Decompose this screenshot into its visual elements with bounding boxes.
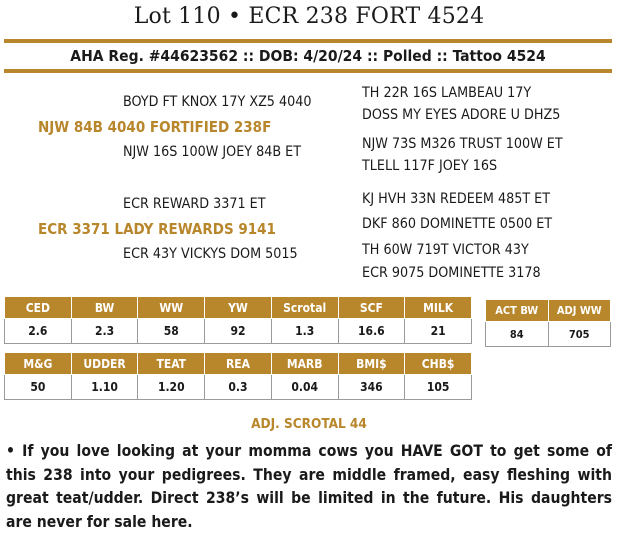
epd-value: 105 [405, 375, 472, 400]
epd-header: CED [5, 297, 72, 319]
dam-sire: ECR REWARD 3371 ET [123, 196, 266, 212]
epd-value: 2.6 [5, 319, 72, 344]
epd-header: BMI$ [338, 353, 405, 375]
dam-dam-sire: TH 60W 719T VICTOR 43Y [362, 242, 529, 258]
sire-dam-dam: TLELL 117F JOEY 16S [362, 158, 498, 174]
actual-weights-table [485, 299, 611, 347]
dam-sire-dam: DKF 860 DOMINETTE 0500 ET [362, 216, 553, 232]
dam: ECR 3371 LADY REWARDS 9141 [38, 220, 276, 238]
actual-header: ADJ WW [548, 300, 611, 322]
description-paragraph [6, 440, 612, 534]
epd-value: 1.10 [71, 375, 138, 400]
epd-value: 58 [138, 319, 205, 344]
description-text: If you love looking at your momma cows you [14, 442, 401, 460]
epd-header: YW [205, 297, 272, 319]
epd-value: 2.3 [71, 319, 138, 344]
epd-value: 346 [338, 375, 405, 400]
description-text-cont: to get some of this 238 into your pedigrees. They are middle framed, easy fleshing with great teat/udder. Direct 238’s will be limited in the future. His daughters are never for sale here. [6, 442, 612, 531]
bullet-icon: • [6, 442, 15, 460]
epd-value: 21 [405, 319, 472, 344]
epd-value: 0.3 [205, 375, 272, 400]
sire: NJW 84B 4040 FORTIFIED 238F [38, 118, 272, 136]
sire-sire-dam: DOSS MY EYES ADORE U DHZ5 [362, 107, 561, 123]
epd-header: MARB [271, 353, 338, 375]
sire-sire-sire: TH 22R 16S LAMBEAU 17Y [362, 85, 532, 101]
epd-header: CHB$ [405, 353, 472, 375]
adj-scrotal: ADJ. SCROTAL 44 [251, 416, 367, 432]
sire-sire: BOYD FT KNOX 17Y XZ5 4040 [123, 94, 312, 110]
epd-value: 16.6 [338, 319, 405, 344]
actual-header: ACT BW [486, 300, 549, 322]
actual-value: 705 [548, 322, 611, 347]
dam-sire-sire: KJ HVH 33N REDEEM 485T ET [362, 191, 551, 207]
registration-bar: AHA Reg. #44623562 :: DOB: 4/20/24 :: Polled :: Tattoo 4524 [4, 39, 612, 73]
dam-dam: ECR 43Y VICKYS DOM 5015 [123, 246, 298, 262]
epd-header: SCF [338, 297, 405, 319]
description-emphasis: HAVE GOT [400, 442, 483, 460]
epd-value: 1.3 [271, 319, 338, 344]
epd-header: M&G [5, 353, 72, 375]
epd-value: 50 [5, 375, 72, 400]
dam-dam-dam: ECR 9075 DOMINETTE 3178 [362, 265, 541, 281]
epd-header: MILK [405, 297, 472, 319]
epd-value: 1.20 [138, 375, 205, 400]
epd-header: WW [138, 297, 205, 319]
epd-value: 92 [205, 319, 272, 344]
epd-header: TEAT [138, 353, 205, 375]
epd-table-1 [4, 296, 472, 344]
epd-header: REA [205, 353, 272, 375]
epd-table-2 [4, 352, 472, 400]
actual-value: 84 [486, 322, 549, 347]
epd-header: BW [71, 297, 138, 319]
epd-header: UDDER [71, 353, 138, 375]
epd-value: 0.04 [271, 375, 338, 400]
epd-header: Scrotal [271, 297, 338, 319]
lot-title: Lot 110 • ECR 238 FORT 4524 [133, 4, 485, 29]
sire-dam-sire: NJW 73S M326 TRUST 100W ET [362, 136, 563, 152]
sire-dam: NJW 16S 100W JOEY 84B ET [123, 144, 302, 160]
